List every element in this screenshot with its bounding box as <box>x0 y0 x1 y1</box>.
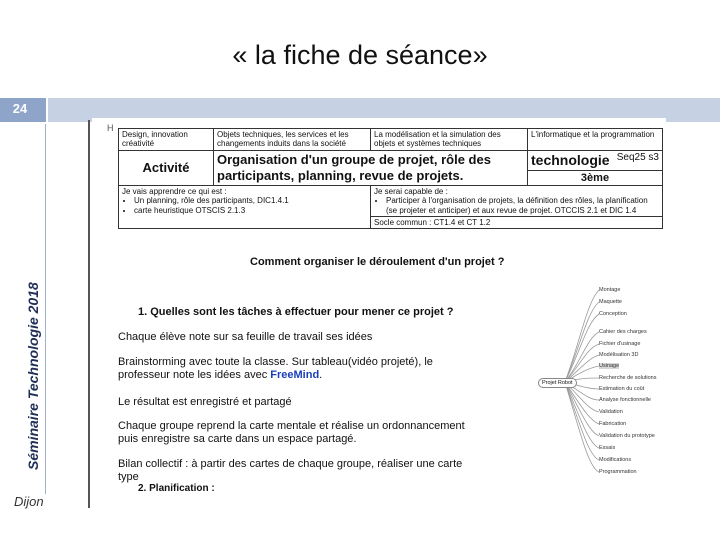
level: 3ème <box>528 170 663 186</box>
question-2: 2. Planification : <box>138 483 215 494</box>
question-1: 1. Quelles sont les tâches à effectuer pour mener ce projet ? <box>138 306 454 318</box>
able-heading: Je serai capable de : <box>374 187 448 197</box>
able-cell <box>371 186 663 217</box>
learn-heading: Je vais apprendre ce qui est : <box>122 187 227 197</box>
mind-map-branch: Modélisation 3D <box>599 352 639 358</box>
side-divider <box>45 124 46 494</box>
mind-map-branch: Montage <box>599 287 621 293</box>
mind-map-branch-highlighted: Usinage <box>599 363 620 369</box>
sheet-left-rule <box>88 120 90 508</box>
able-item: • Participer à l'organisation de projets, la définition des rôles, la planification (se projeter et anticiper) et aux revue de projet. OTCCIS 2.1 et DIC 1.4 <box>386 196 659 214</box>
section-title: Comment organiser le déroulement d'un projet ? <box>250 256 505 268</box>
mind-map-branch: Programmation <box>599 469 637 475</box>
mind-map-branch: Analyse fonctionnelle <box>599 397 651 403</box>
sequence: Seq25 s3 <box>616 152 659 163</box>
mind-map-branch: Recherche de solutions <box>599 375 657 381</box>
corner-mark: H <box>107 123 114 133</box>
theme-cell: Objets techniques, les services et les changements induits dans la société <box>214 129 371 151</box>
paragraph-3: Le résultat est enregistré et partagé <box>118 396 292 408</box>
paragraph-2-text: Brainstorming avec toute la classe. Sur tableau(vidéo projeté), le professeur note les idées avec <box>118 356 433 382</box>
mind-map-branch: Fabrication <box>599 421 627 427</box>
freemind-link[interactable]: FreeMind <box>270 369 320 382</box>
theme-cell: Design, innovation créativité <box>119 129 214 151</box>
slide-number: 24 <box>12 101 28 116</box>
paragraph-2-end: . <box>319 369 323 382</box>
learn-item: • Un planning, rôle des participants, DIC1.4.1 <box>134 196 367 205</box>
mind-map-branch: Validation du prototype <box>599 433 655 439</box>
paragraph-2 <box>118 356 483 383</box>
activity-label: Activité <box>119 151 214 186</box>
discipline: technologie <box>531 152 610 168</box>
discipline-cell <box>528 151 663 171</box>
socle-cell: Socle commun : CT1.4 et CT 1.2 <box>371 216 663 228</box>
theme-cell: La modélisation et la simulation des objets et systèmes techniques <box>371 129 528 151</box>
theme-cell: L'informatique et la programmation <box>528 129 663 151</box>
paragraph-1: Chaque élève note sur sa feuille de travail ses idées <box>118 331 373 343</box>
mind-map-branch: Modifications <box>599 457 632 463</box>
learn-item: • carte heuristique OTSCIS 2.1.3 <box>134 206 367 215</box>
mind-map-branch: Fichier d'usinage <box>599 341 641 347</box>
mind-map-branch: Estimation du coût <box>599 386 645 392</box>
mind-map <box>535 282 665 477</box>
learn-cell <box>119 186 371 229</box>
mind-map-branch: Maquette <box>599 299 622 305</box>
mind-map-branch: Conception <box>599 311 627 317</box>
mind-map-branch: Essais <box>599 445 616 451</box>
sheet-header-table <box>118 128 663 229</box>
mind-map-branch: Validation <box>599 409 623 415</box>
slide-title: « la fiche de séance» <box>232 40 488 70</box>
activity-title: Organisation d'un groupe de projet, rôle des participants, planning, revue de projets. <box>214 151 528 186</box>
mind-map-center: Projet Robot <box>538 378 577 388</box>
mind-map-branch: Cahier des charges <box>599 329 647 335</box>
paragraph-4: Chaque groupe reprend la carte mentale et réalise un ordonnancement puis enregistre sa carte dans un espace partagé. <box>118 420 465 446</box>
footer-city: Dijon <box>14 494 44 509</box>
paragraph-5: Bilan collectif : à partir des cartes de chaque groupe, réaliser une carte type <box>118 458 463 484</box>
seminar-label: Séminaire Technologie 2018 <box>25 282 41 470</box>
